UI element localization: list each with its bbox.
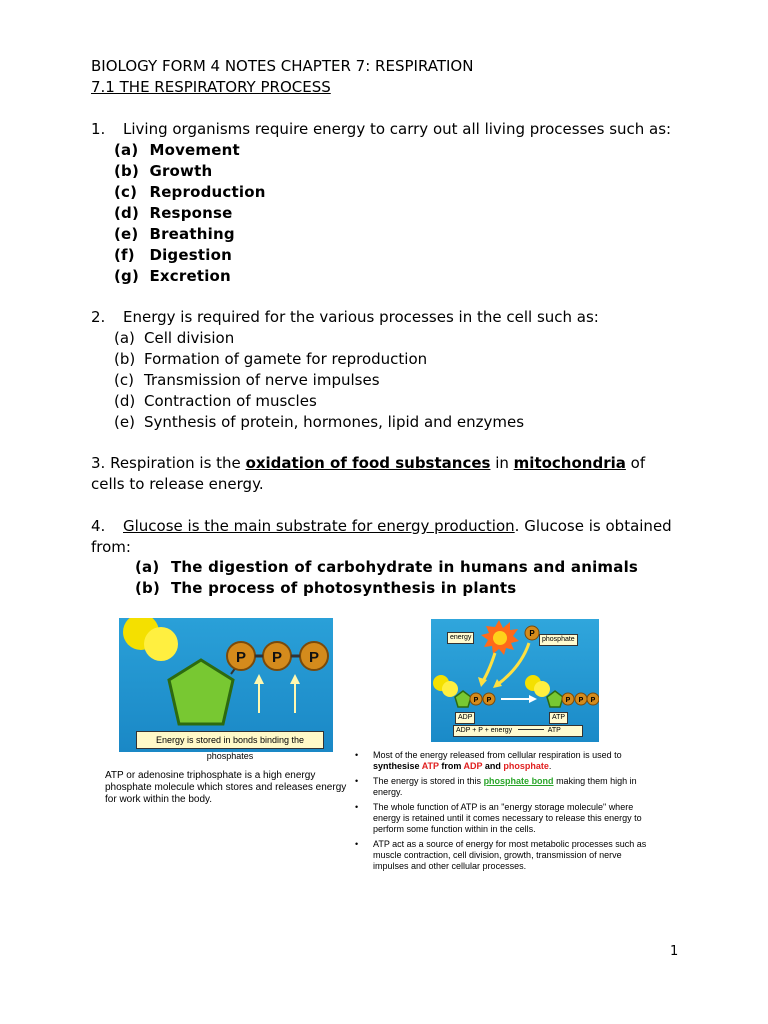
atp-bullet-list xyxy=(355,750,655,876)
list-item: (g) Excretion xyxy=(114,267,231,285)
list-item: • Most of the energy released from cellular respiration is used to synthesise ATP from ADP and phosphate. xyxy=(355,750,655,772)
svg-text:P: P xyxy=(271,649,283,666)
key-term: oxidation of food substances xyxy=(245,454,491,472)
list-item: (a) The digestion of carbohydrate in humans and animals xyxy=(135,558,639,576)
svg-text:P: P xyxy=(473,697,479,704)
point-text: Living organisms require energy to carry out all living processes such as: xyxy=(123,120,672,138)
point-1 xyxy=(91,120,671,138)
ribose-pentagon xyxy=(455,691,471,707)
figure-label: Energy is stored in bonds binding the phosphates xyxy=(136,731,324,749)
list-item: (c) Transmission of nerve impulses xyxy=(114,371,380,389)
svg-text:P: P xyxy=(308,649,320,666)
document-title: BIOLOGY FORM 4 NOTES CHAPTER 7: RESPIRATION xyxy=(91,57,474,75)
adenine-sphere xyxy=(144,627,178,661)
adp-atp-figure xyxy=(431,619,599,742)
list-item: • The whole function of ATP is an "energy storage molecule" where energy is retained until it comes necessary to release this energy to perform some function within in the cells. xyxy=(355,802,655,835)
list-item: (d) Response xyxy=(114,204,233,222)
svg-text:P: P xyxy=(565,697,571,704)
list-item: (f) Digestion xyxy=(114,246,232,264)
svg-text:P: P xyxy=(529,629,535,638)
figure-caption: ATP or adenosine triphosphate is a high energy phosphate molecule which stores and releases energy for work within the body. xyxy=(105,770,347,805)
list-item: (b) The process of photosynthesis in plants xyxy=(135,579,517,597)
adp-tag: ADP xyxy=(455,712,475,724)
ribose-pentagon xyxy=(547,691,563,707)
list-item: (c) Reproduction xyxy=(114,183,266,201)
point-text: Energy is required for the various processes in the cell such as: xyxy=(123,308,599,326)
svg-text:P: P xyxy=(578,697,584,704)
energy-tag: energy xyxy=(447,632,474,644)
point-number: 1. xyxy=(91,120,106,138)
equation-box: ADP + P + energy ATP xyxy=(453,725,583,737)
svg-text:P: P xyxy=(590,697,596,704)
list-item: (b) Growth xyxy=(114,162,213,180)
point-4: 4. Glucose is the main substrate for energy production. Glucose is obtained xyxy=(91,517,672,535)
point-3: 3. Respiration is the oxidation of food substances in mitochondria of xyxy=(91,454,646,472)
list-item: (e) Breathing xyxy=(114,225,235,243)
phosphate-tag: phosphate xyxy=(539,634,578,646)
svg-text:P: P xyxy=(486,697,492,704)
list-item: (b) Formation of gamete for reproduction xyxy=(114,350,428,368)
page-number: 1 xyxy=(670,944,679,959)
list-item: (d) Contraction of muscles xyxy=(114,392,317,410)
point-number: 2. xyxy=(91,308,106,326)
list-item: • ATP act as a source of energy for most metabolic processes such as muscle contraction, cell division, growth, transmission of nerve impulses and other cellular processes. xyxy=(355,839,655,872)
list-item: (e) Synthesis of protein, hormones, lipid and enzymes xyxy=(114,413,525,431)
underlined-statement: Glucose is the main substrate for energy production xyxy=(123,517,515,535)
key-term: mitochondria xyxy=(513,454,626,472)
ribose-pentagon xyxy=(169,660,233,724)
list-item: (a) Movement xyxy=(114,141,240,159)
list-item: • The energy is stored in this phosphate bond making them high in energy. xyxy=(355,776,655,798)
svg-text:P: P xyxy=(235,649,247,666)
point-3-line-2: cells to release energy. xyxy=(91,475,264,493)
atp-tag: ATP xyxy=(549,712,568,724)
section-heading: 7.1 THE RESPIRATORY PROCESS xyxy=(91,78,331,96)
point-4-line-2: from: xyxy=(91,538,131,556)
point-2 xyxy=(91,308,599,326)
list-item: (a) Cell division xyxy=(114,329,235,347)
